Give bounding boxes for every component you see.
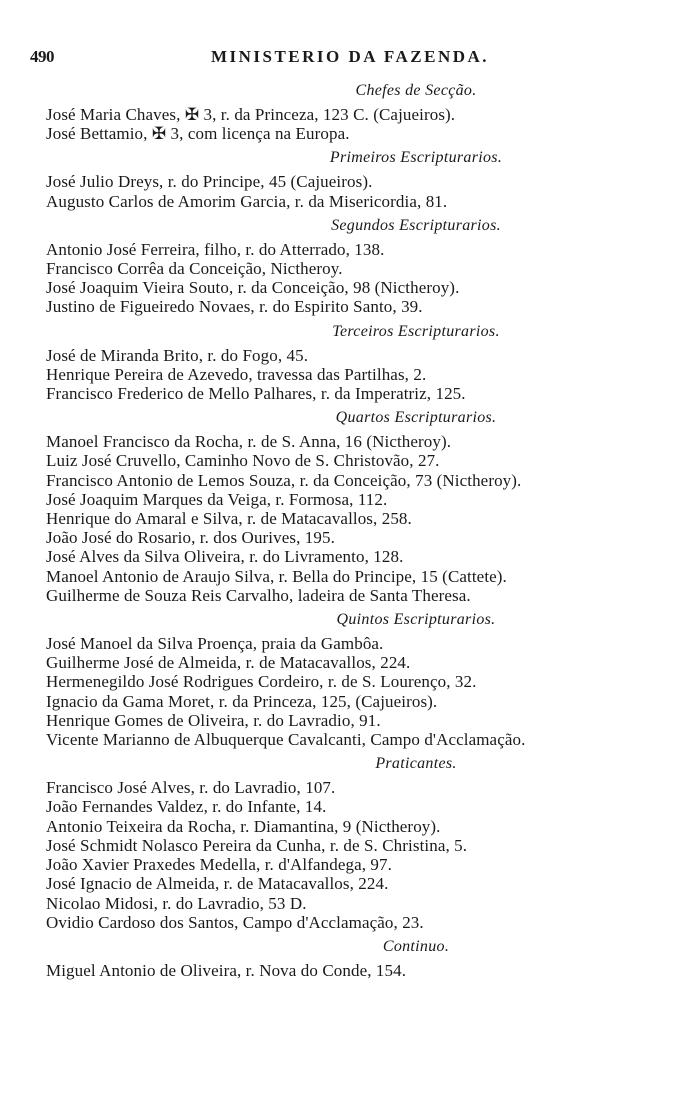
staff-entry: José Joaquim Marques da Veiga, r. Formosa, 112. — [46, 489, 388, 509]
staff-entry: Francisco Corrêa da Conceição, Nictheroy. — [46, 259, 343, 279]
staff-entry: José Schmidt Nolasco Pereira da Cunha, r. de S. Christina, 5. — [46, 835, 468, 855]
running-title: MINISTERIO DA FAZENDA. — [210, 47, 490, 66]
staff-directory — [46, 76, 666, 980]
directory-section — [46, 80, 666, 143]
page-header — [30, 47, 670, 75]
section-heading: Terceiros Escripturarios. — [332, 322, 500, 340]
staff-entry: José Julio Dreys, r. do Principe, 45 (Cajueiros). — [46, 172, 373, 192]
staff-entry: Miguel Antonio de Oliveira, r. Nova do Conde, 154. — [46, 960, 407, 980]
section-heading: Primeiros Escripturarios. — [329, 149, 503, 167]
directory-section — [46, 215, 666, 317]
staff-entry: José Alves da Silva Oliveira, r. do Livramento, 128. — [46, 547, 404, 567]
directory-section — [46, 753, 666, 932]
staff-entry: Guilherme de Souza Reis Carvalho, ladeira de Santa Theresa. — [46, 585, 471, 605]
staff-entry: Nicolao Midosi, r. do Lavradio, 53 D. — [46, 893, 307, 913]
section-heading: Continuo. — [382, 937, 450, 955]
staff-entry: Manoel Antonio de Araujo Silva, r. Bella do Principe, 15 (Cattete). — [46, 566, 507, 586]
section-heading: Quartos Escripturarios. — [335, 409, 497, 427]
staff-entry: Hermenegildo José Rodrigues Cordeiro, r. de S. Lourenço, 32. — [46, 672, 477, 692]
section-heading: Chefes de Secção. — [355, 82, 477, 99]
staff-entry: Antonio Teixeira da Rocha, r. Diamantina, 9 (Nictheroy). — [46, 816, 441, 836]
section-heading: Segundos Escripturarios. — [331, 216, 501, 234]
page-number: 490 — [30, 47, 54, 66]
directory-section — [46, 936, 666, 980]
staff-entry: José de Miranda Brito, r. do Fogo, 45. — [46, 345, 309, 365]
staff-entry: Justino de Figueiredo Novaes, r. do Espirito Santo, 39. — [46, 297, 423, 317]
staff-entry: José Joaquim Vieira Souto, r. da Conceição, 98 (Nictheroy). — [46, 278, 460, 298]
staff-entry: Manoel Francisco da Rocha, r. de S. Anna, 16 (Nictheroy). — [46, 432, 452, 452]
staff-entry: Ignacio da Gama Moret, r. da Princeza, 125, (Cajueiros). — [46, 691, 438, 711]
staff-entry: Luiz José Cruvello, Caminho Novo de S. Christovão, 27. — [46, 451, 440, 471]
directory-section — [46, 609, 666, 749]
staff-entry: Ovidio Cardoso dos Santos, Campo d'Acclamação, 23. — [46, 912, 424, 932]
staff-entry: José Bettamio, ✠ 3, com licença na Europa. — [46, 124, 350, 144]
staff-entry: Vicente Marianno de Albuquerque Cavalcanti, Campo d'Acclamação. — [46, 730, 526, 750]
staff-entry: Guilherme José de Almeida, r. de Matacavallos, 224. — [46, 653, 411, 673]
staff-entry: José Maria Chaves, ✠ 3, r. da Princeza, 123 C. (Cajueiros). — [46, 105, 456, 124]
directory-section — [46, 147, 666, 210]
staff-entry: Francisco Frederico de Mello Palhares, r. da Imperatriz, 125. — [46, 384, 466, 404]
section-heading: Quintos Escripturarios. — [336, 611, 496, 629]
staff-entry: Augusto Carlos de Amorim Garcia, r. da Misericordia, 81. — [46, 191, 448, 211]
staff-entry: José Ignacio de Almeida, r. de Matacavallos, 224. — [46, 874, 389, 894]
staff-entry: Henrique Gomes de Oliveira, r. do Lavradio, 91. — [46, 710, 381, 730]
staff-entry: João José do Rosario, r. dos Ourives, 195. — [46, 528, 335, 548]
directory-section — [46, 407, 666, 605]
section-heading: Praticantes. — [375, 755, 457, 773]
staff-entry: João Fernandes Valdez, r. do Infante, 14. — [46, 797, 327, 817]
directory-section — [46, 321, 666, 404]
staff-entry: Henrique Pereira de Azevedo, travessa das Partilhas, 2. — [46, 364, 427, 384]
staff-entry: Francisco Antonio de Lemos Souza, r. da Conceição, 73 (Nictheroy). — [46, 470, 522, 490]
staff-entry: José Manoel da Silva Proença, praia da Gambôa. — [46, 634, 384, 654]
staff-entry: João Xavier Praxedes Medella, r. d'Alfandega, 97. — [46, 855, 392, 875]
staff-entry: Henrique do Amaral e Silva, r. de Matacavallos, 258. — [46, 509, 412, 529]
staff-entry: Antonio José Ferreira, filho, r. do Atterrado, 138. — [46, 239, 385, 259]
staff-entry: Francisco José Alves, r. do Lavradio, 107. — [46, 778, 336, 798]
